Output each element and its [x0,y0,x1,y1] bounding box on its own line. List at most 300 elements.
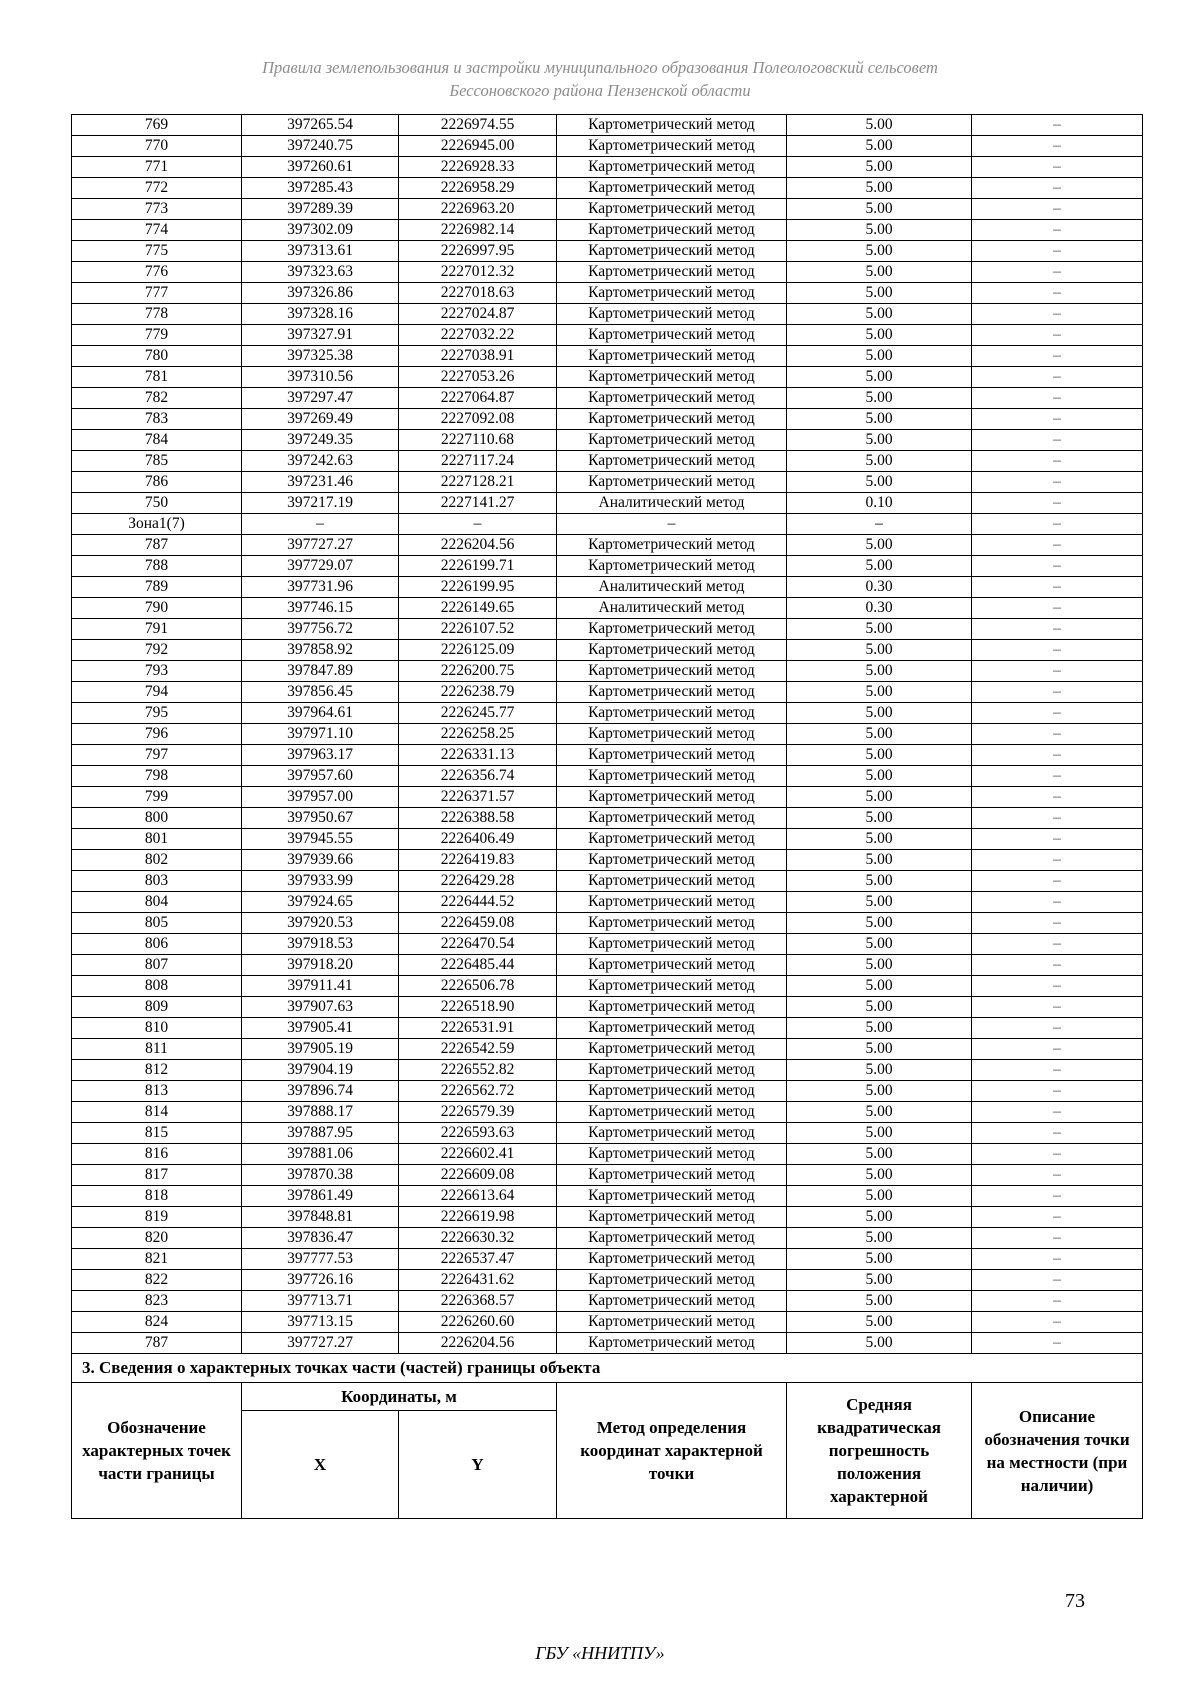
cell-error: 5.00 [787,745,972,766]
table-row [72,577,1143,598]
cell-description: – [972,1165,1143,1186]
cell-method: Картометрический метод [557,1228,787,1249]
cell-point: 809 [72,997,242,1018]
cell-error: 5.00 [787,724,972,745]
cell-y: 2226537.47 [399,1249,557,1270]
cell-description: – [972,1228,1143,1249]
cell-error: 5.00 [787,451,972,472]
table-row [72,829,1143,850]
table-row [72,1270,1143,1291]
cell-point: 822 [72,1270,242,1291]
cell-error: – [787,514,972,535]
cell-x: 397285.43 [242,178,399,199]
cell-y: 2226444.52 [399,892,557,913]
cell-y: 2226200.75 [399,661,557,682]
cell-x: 397939.66 [242,850,399,871]
cell-description: – [972,220,1143,241]
table-row [72,934,1143,955]
cell-method: Картометрический метод [557,640,787,661]
table-row [72,388,1143,409]
table-row [72,1207,1143,1228]
cell-description: – [972,514,1143,535]
cell-method: Картометрический метод [557,913,787,934]
cell-y: 2226331.13 [399,745,557,766]
cell-point: 806 [72,934,242,955]
cell-description: – [972,451,1143,472]
cell-error: 5.00 [787,1228,972,1249]
table-row [72,430,1143,451]
cell-y: 2226429.28 [399,871,557,892]
cell-error: 5.00 [787,1312,972,1333]
cell-error: 5.00 [787,430,972,451]
cell-error: 5.00 [787,283,972,304]
footer-organization: ГБУ «ННИТПУ» [535,1643,665,1663]
cell-x: 397870.38 [242,1165,399,1186]
cell-x: 397269.49 [242,409,399,430]
cell-y: 2226371.57 [399,787,557,808]
cell-point: 782 [72,388,242,409]
cell-x: 397326.86 [242,283,399,304]
cell-method: Картометрический метод [557,199,787,220]
cell-x: 397240.75 [242,136,399,157]
cell-description: – [972,535,1143,556]
cell-method: Картометрический метод [557,157,787,178]
cell-point: 791 [72,619,242,640]
cell-x: 397310.56 [242,367,399,388]
cell-description: – [972,178,1143,199]
cell-description: – [972,682,1143,703]
cell-error: 5.00 [787,220,972,241]
cell-point: 804 [72,892,242,913]
cell-method: Картометрический метод [557,430,787,451]
cell-point: 821 [72,1249,242,1270]
cell-point: 795 [72,703,242,724]
table-row [72,850,1143,871]
cell-y: – [399,514,557,535]
cell-method: Картометрический метод [557,367,787,388]
table-row [72,262,1143,283]
cell-error: 5.00 [787,619,972,640]
cell-y: 2226199.95 [399,577,557,598]
cell-y: 2227018.63 [399,283,557,304]
cell-method: Картометрический метод [557,388,787,409]
table-row [72,598,1143,619]
cell-description: – [972,724,1143,745]
cell-error: 5.00 [787,1186,972,1207]
table-row [72,619,1143,640]
header-y: Y [399,1411,557,1519]
table-row [72,1165,1143,1186]
cell-x: 397249.35 [242,430,399,451]
cell-error: 5.00 [787,157,972,178]
table-row [72,808,1143,829]
cell-description: – [972,892,1143,913]
cell-method: Картометрический метод [557,1207,787,1228]
cell-error: 5.00 [787,1018,972,1039]
cell-x: 397260.61 [242,157,399,178]
cell-method: Картометрический метод [557,1165,787,1186]
cell-method: Картометрический метод [557,682,787,703]
cell-method: Картометрический метод [557,850,787,871]
cell-y: 2226238.79 [399,682,557,703]
cell-x: 397933.99 [242,871,399,892]
cell-method: Картометрический метод [557,1102,787,1123]
cell-point: 802 [72,850,242,871]
cell-description: – [972,388,1143,409]
cell-y: 2226459.08 [399,913,557,934]
table-row [72,367,1143,388]
table-row [72,493,1143,514]
cell-x: 397265.54 [242,115,399,136]
cell-point: 770 [72,136,242,157]
cell-description: – [972,703,1143,724]
cell-description: – [972,955,1143,976]
cell-x: 397848.81 [242,1207,399,1228]
cell-description: – [972,472,1143,493]
cell-x: 397905.19 [242,1039,399,1060]
cell-y: 2226613.64 [399,1186,557,1207]
cell-error: 5.00 [787,1123,972,1144]
table-row [72,556,1143,577]
cell-y: 2226125.09 [399,640,557,661]
table-row [72,1333,1143,1354]
cell-x: 397328.16 [242,304,399,325]
cell-method: Картометрический метод [557,220,787,241]
cell-error: 5.00 [787,892,972,913]
cell-method: Картометрический метод [557,451,787,472]
table-row [72,1039,1143,1060]
cell-x: 397726.16 [242,1270,399,1291]
cell-method: Картометрический метод [557,136,787,157]
cell-y: 2226470.54 [399,934,557,955]
cell-error: 5.00 [787,367,972,388]
table-row [72,346,1143,367]
cell-x: 397231.46 [242,472,399,493]
cell-y: 2226245.77 [399,703,557,724]
cell-y: 2226485.44 [399,955,557,976]
cell-error: 5.00 [787,640,972,661]
cell-x: 397836.47 [242,1228,399,1249]
cell-y: 2226506.78 [399,976,557,997]
cell-y: 2226518.90 [399,997,557,1018]
table-row [72,1060,1143,1081]
cell-error: 5.00 [787,1039,972,1060]
table-row [72,514,1143,535]
table-row [72,325,1143,346]
cell-y: 2226258.25 [399,724,557,745]
cell-method: Картометрический метод [557,724,787,745]
cell-point: 798 [72,766,242,787]
cell-method: Картометрический метод [557,1039,787,1060]
cell-x: 397957.00 [242,787,399,808]
cell-method: Картометрический метод [557,808,787,829]
cell-error: 5.00 [787,178,972,199]
cell-error: 5.00 [787,787,972,808]
cell-error: 5.00 [787,472,972,493]
cell-method: Картометрический метод [557,1144,787,1165]
cell-description: – [972,808,1143,829]
cell-point: 750 [72,493,242,514]
cell-point: 786 [72,472,242,493]
cell-error: 5.00 [787,409,972,430]
table-row [72,304,1143,325]
cell-point: 813 [72,1081,242,1102]
cell-error: 5.00 [787,1144,972,1165]
table-row [72,1102,1143,1123]
cell-point: 814 [72,1102,242,1123]
cell-point: 771 [72,157,242,178]
cell-x: 397313.61 [242,241,399,262]
cell-error: 5.00 [787,1270,972,1291]
cell-point: 783 [72,409,242,430]
cell-x: 397729.07 [242,556,399,577]
cell-x: 397858.92 [242,640,399,661]
cell-error: 5.00 [787,346,972,367]
cell-error: 0.30 [787,577,972,598]
cell-y: 2226531.91 [399,1018,557,1039]
cell-method: Картометрический метод [557,346,787,367]
cell-point: 778 [72,304,242,325]
cell-x: 397746.15 [242,598,399,619]
header-method: Метод определения координат характерной точки [557,1383,787,1519]
table-row [72,1186,1143,1207]
cell-x: 397911.41 [242,976,399,997]
cell-description: – [972,871,1143,892]
cell-description: – [972,115,1143,136]
cell-point: 789 [72,577,242,598]
coordinates-table [71,114,1143,1519]
cell-x: 397756.72 [242,619,399,640]
cell-y: 2226368.57 [399,1291,557,1312]
table-row [72,682,1143,703]
cell-x: 397957.60 [242,766,399,787]
cell-point: 807 [72,955,242,976]
cell-method: Картометрический метод [557,1270,787,1291]
cell-x: 397289.39 [242,199,399,220]
cell-x: 397713.71 [242,1291,399,1312]
cell-error: 5.00 [787,1249,972,1270]
cell-method: Картометрический метод [557,283,787,304]
cell-description: – [972,787,1143,808]
header-description: Описание обозначения точки на местности (при наличии) [972,1383,1143,1519]
cell-y: 2226388.58 [399,808,557,829]
cell-x: 397918.20 [242,955,399,976]
cell-method: Картометрический метод [557,304,787,325]
cell-error: 5.00 [787,535,972,556]
cell-y: 2226260.60 [399,1312,557,1333]
cell-error: 5.00 [787,955,972,976]
cell-x: – [242,514,399,535]
cell-point: 779 [72,325,242,346]
cell-method: Картометрический метод [557,1081,787,1102]
cell-description: – [972,1207,1143,1228]
cell-point: 785 [72,451,242,472]
cell-point: 812 [72,1060,242,1081]
table-body [72,115,1143,1354]
cell-error: 5.00 [787,115,972,136]
table-row [72,640,1143,661]
cell-y: 2226204.56 [399,1333,557,1354]
cell-method: Картометрический метод [557,409,787,430]
cell-description: – [972,1102,1143,1123]
table-row [72,241,1143,262]
table-row [72,1081,1143,1102]
table-row [72,115,1143,136]
cell-x: 397920.53 [242,913,399,934]
cell-method: Картометрический метод [557,1186,787,1207]
cell-error: 5.00 [787,1060,972,1081]
table-row [72,199,1143,220]
cell-method: Картометрический метод [557,1018,787,1039]
cell-error: 5.00 [787,262,972,283]
cell-x: 397856.45 [242,682,399,703]
header-coordinates: Координаты, м [242,1383,557,1411]
cell-y: 2227038.91 [399,346,557,367]
table-row [72,472,1143,493]
table-row [72,703,1143,724]
cell-y: 2226974.55 [399,115,557,136]
cell-method: Картометрический метод [557,934,787,955]
cell-y: 2226199.71 [399,556,557,577]
cell-x: 397924.65 [242,892,399,913]
cell-point: 777 [72,283,242,304]
cell-y: 2226431.62 [399,1270,557,1291]
cell-point: 773 [72,199,242,220]
cell-method: Картометрический метод [557,997,787,1018]
table-row [72,976,1143,997]
cell-description: – [972,1249,1143,1270]
cell-method: Аналитический метод [557,598,787,619]
section-title: 3. Сведения о характерных точках части (частей) границы объекта [72,1354,1143,1383]
cell-method: Картометрический метод [557,262,787,283]
table-row [72,283,1143,304]
cell-description: – [972,325,1143,346]
table-row [72,997,1143,1018]
cell-description: – [972,1039,1143,1060]
cell-y: 2227110.68 [399,430,557,451]
cell-error: 5.00 [787,1102,972,1123]
cell-description: – [972,661,1143,682]
cell-error: 5.00 [787,766,972,787]
cell-point: 793 [72,661,242,682]
cell-point: 808 [72,976,242,997]
cell-point: 774 [72,220,242,241]
cell-x: 397950.67 [242,808,399,829]
cell-y: 2227032.22 [399,325,557,346]
cell-method: Картометрический метод [557,892,787,913]
cell-y: 2226630.32 [399,1228,557,1249]
cell-description: – [972,1144,1143,1165]
cell-point: Зона1(7) [72,514,242,535]
cell-description: – [972,157,1143,178]
table-row [72,1228,1143,1249]
cell-description: – [972,367,1143,388]
table-row [72,892,1143,913]
cell-error: 5.00 [787,199,972,220]
cell-y: 2227141.27 [399,493,557,514]
cell-error: 5.00 [787,556,972,577]
cell-point: 787 [72,1333,242,1354]
cell-description: – [972,1018,1143,1039]
cell-error: 5.00 [787,304,972,325]
cell-error: 5.00 [787,850,972,871]
table-row [72,1249,1143,1270]
cell-description: – [972,934,1143,955]
table-row [72,451,1143,472]
table-row [72,661,1143,682]
cell-error: 5.00 [787,136,972,157]
cell-description: – [972,1333,1143,1354]
cell-error: 5.00 [787,808,972,829]
cell-method: Аналитический метод [557,577,787,598]
cell-point: 801 [72,829,242,850]
cell-description: – [972,913,1143,934]
cell-y: 2227024.87 [399,304,557,325]
cell-y: 2226204.56 [399,535,557,556]
table-row [72,409,1143,430]
cell-method: Картометрический метод [557,535,787,556]
cell-x: 397302.09 [242,220,399,241]
table-row [72,871,1143,892]
cell-y: 2226619.98 [399,1207,557,1228]
cell-y: 2226356.74 [399,766,557,787]
cell-y: 2226602.41 [399,1144,557,1165]
cell-description: – [972,493,1143,514]
cell-point: 780 [72,346,242,367]
cell-y: 2226982.14 [399,220,557,241]
cell-point: 816 [72,1144,242,1165]
cell-x: 397945.55 [242,829,399,850]
cell-point: 820 [72,1228,242,1249]
cell-method: Картометрический метод [557,976,787,997]
cell-description: – [972,199,1143,220]
cell-x: 397297.47 [242,388,399,409]
cell-x: 397777.53 [242,1249,399,1270]
cell-description: – [972,409,1143,430]
cell-error: 5.00 [787,997,972,1018]
cell-method: Картометрический метод [557,745,787,766]
cell-method: Картометрический метод [557,1249,787,1270]
cell-x: 397327.91 [242,325,399,346]
cell-x: 397887.95 [242,1123,399,1144]
table-row [72,766,1143,787]
cell-point: 810 [72,1018,242,1039]
cell-point: 772 [72,178,242,199]
cell-point: 794 [72,682,242,703]
cell-method: Картометрический метод [557,766,787,787]
cell-description: – [972,997,1143,1018]
cell-description: – [972,829,1143,850]
cell-point: 805 [72,913,242,934]
cell-error: 5.00 [787,682,972,703]
table-row [72,1312,1143,1333]
cell-description: – [972,1081,1143,1102]
cell-y: 2227064.87 [399,388,557,409]
cell-error: 5.00 [787,241,972,262]
cell-y: 2226107.52 [399,619,557,640]
cell-x: 397325.38 [242,346,399,367]
cell-x: 397907.63 [242,997,399,1018]
header-mean-error: Средняя квадратическая погрешность положения характерной [787,1383,972,1519]
cell-method: Картометрический метод [557,661,787,682]
cell-error: 0.30 [787,598,972,619]
cell-x: 397963.17 [242,745,399,766]
running-header-line-2: Бессоновского района Пензенской области [449,81,751,100]
cell-method: Картометрический метод [557,1312,787,1333]
cell-y: 2226579.39 [399,1102,557,1123]
cell-x: 397242.63 [242,451,399,472]
cell-description: – [972,430,1143,451]
